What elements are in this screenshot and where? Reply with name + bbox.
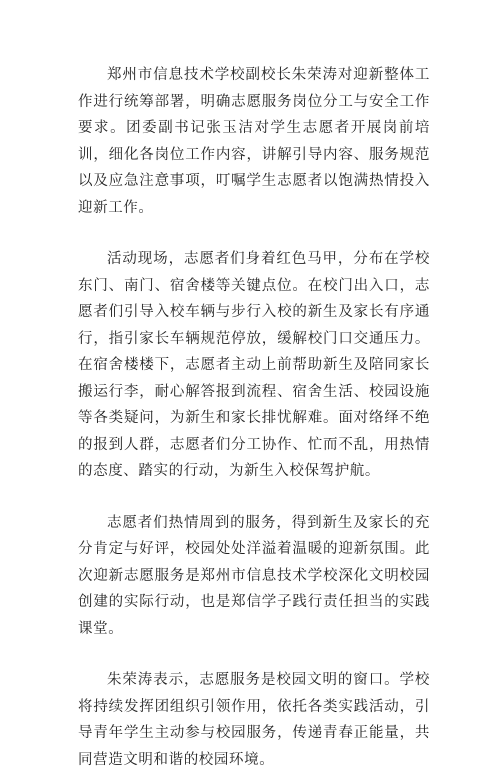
paragraph-statement: 朱荣涛表示，志愿服务是校园文明的窗口。学校将持续发挥团组织引领作用，依托各类实践活动，引导青年学生主动参与校园服务，传递青春正能量，共同营造文明和谐的校园环境。 <box>78 672 430 768</box>
paragraph-deployment: 郑州市信息技术学校副校长朱荣涛对迎新整体工作进行统筹部署，明确志愿服务岗位分工与安全工作要求。团委副书记张玉洁对学生志愿者开展岗前培训，细化各岗位工作内容，讲解引导内容、服务规范以及应急注意事项，叮嘱学生志愿者以饱满热情投入迎新工作。 <box>78 67 430 216</box>
paragraph-feedback: 志愿者们热情周到的服务，得到新生及家长的充分肯定与好评，校园处处洋溢着温暖的迎新氛围。此次迎新志愿服务是郑州市信息技术学校深化文明校园创建的实际行动，也是郑信学子践行责任担当的实践课堂。 <box>78 514 430 637</box>
paragraph-scene: 活动现场，志愿者们身着红色马甲，分布在学校东门、南门、宿舍楼等关键点位。在校门出入口，志愿者们引导入校车辆与步行入校的新生及家长有序通行，指引家长车辆规范停放，缓解校门口交通压力。在宿舍楼楼下，志愿者主动上前帮助新生及陪同家长搬运行李，耐心解答报到流程、宿舍生活、校园设施等各类疑问，为新生和家长排忧解难。面对络绎不绝的报到人群，志愿者们分工协作、忙而不乱，用热情的态度、踏实的行动，为新生入校保驾护航。 <box>78 251 430 479</box>
